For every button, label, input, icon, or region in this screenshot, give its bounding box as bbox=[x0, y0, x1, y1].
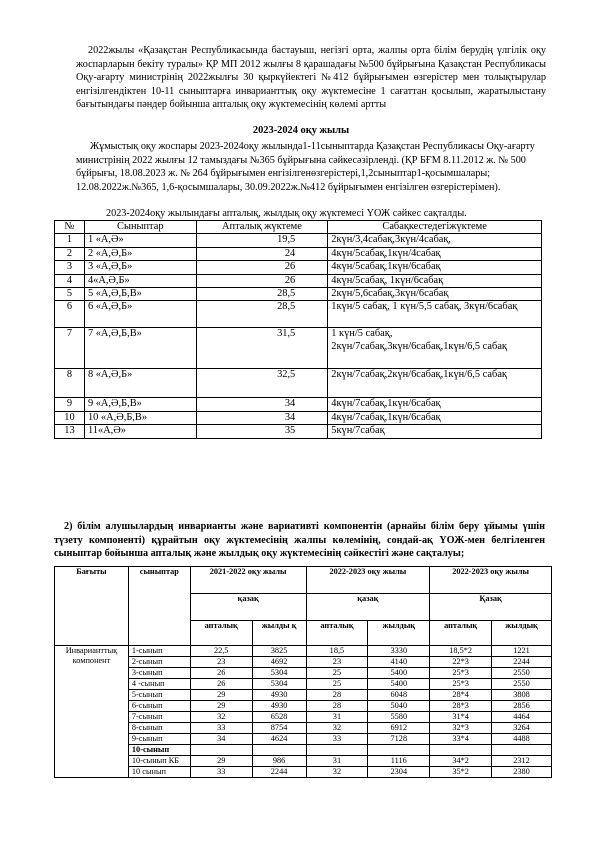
row-schedule: 4күн/7сабақ,1күн/6сабақ bbox=[328, 398, 542, 411]
row-yearly-3: 3264 bbox=[492, 723, 552, 734]
row-yearly-1: 4624 bbox=[252, 734, 306, 745]
row-weekly-2: 31 bbox=[306, 712, 368, 723]
row-weekly: 26 bbox=[196, 274, 328, 287]
row-yearly-2: 5040 bbox=[368, 701, 430, 712]
row-weekly-1: 23 bbox=[190, 657, 252, 668]
row-class: 1 «А,Ә» bbox=[84, 234, 196, 247]
row-num: 10 bbox=[55, 411, 85, 424]
row-class: 3-сынып bbox=[128, 668, 190, 679]
row-class: 4«А,Ә,Б» bbox=[84, 274, 196, 287]
row-weekly-3: 25*3 bbox=[430, 679, 492, 690]
section2-paragraph: 2) білім алушылардың инварианты және вариативті компонентін (арнайы білім беру ұйымы үшін түзету компоненті) құрайтын оқу жүктемесінің жалпы көлемінің, сондай-ақ ҮОЖ-мен белгіленген сыныптар бойынша апталық және жылдық оқу жүктемесінің сәйкестігі және сақталуы; bbox=[54, 521, 545, 560]
row-yearly-1: 4692 bbox=[252, 657, 306, 668]
header-schedule: Сабақкестедегіжүктеме bbox=[328, 221, 542, 234]
row-yearly-3: 3808 bbox=[492, 690, 552, 701]
table-header-row bbox=[55, 221, 542, 234]
row-weekly-1: 29 bbox=[190, 701, 252, 712]
row-weekly-3: 25*3 bbox=[430, 668, 492, 679]
row-yearly-1: 5304 bbox=[252, 668, 306, 679]
row-yearly-3: 2312 bbox=[492, 756, 552, 767]
table-row bbox=[55, 701, 552, 712]
table-row bbox=[55, 712, 552, 723]
row-yearly-2: 1116 bbox=[368, 756, 430, 767]
row-yearly-3: 1221 bbox=[492, 646, 552, 657]
row-yearly-3: 2550 bbox=[492, 679, 552, 690]
row-yearly-3: 4464 bbox=[492, 712, 552, 723]
component-cell: Инварианттық компонент bbox=[55, 646, 129, 778]
header-classes: сыныптар bbox=[128, 567, 190, 646]
row-weekly-2: 28 bbox=[306, 690, 368, 701]
row-weekly: 28,5 bbox=[196, 301, 328, 328]
table-row bbox=[55, 411, 542, 424]
header-language-2: қазақ bbox=[306, 594, 430, 621]
row-yearly-1: 4930 bbox=[252, 690, 306, 701]
row-schedule: 1 күн/5 сабақ, 2күн/7сабақ,3күн/6сабақ,1күн/6,5 сабақ bbox=[328, 328, 542, 369]
table1-caption: 2023-2024оқу жылындағы апталық, жылдық оқу жүктемесі ҮОЖ сәйкес сақталды. bbox=[106, 208, 467, 219]
table-row bbox=[55, 723, 552, 734]
row-weekly-3: 35*2 bbox=[430, 767, 492, 778]
row-yearly-2: 5580 bbox=[368, 712, 430, 723]
header-weekly-1: апталық bbox=[190, 621, 252, 646]
row-num: 6 bbox=[55, 301, 85, 328]
header-num: № bbox=[55, 221, 85, 234]
row-yearly-3: 2244 bbox=[492, 657, 552, 668]
row-class: 7-сынып bbox=[128, 712, 190, 723]
row-weekly-3: 28*3 bbox=[430, 701, 492, 712]
row-weekly-2: 32 bbox=[306, 723, 368, 734]
row-weekly-1: 26 bbox=[190, 668, 252, 679]
table-row bbox=[55, 657, 552, 668]
table-row bbox=[55, 756, 552, 767]
row-weekly-3: 32*3 bbox=[430, 723, 492, 734]
header-year-1: 2021-2022 оқу жылы bbox=[190, 567, 306, 594]
row-weekly-2: 25 bbox=[306, 679, 368, 690]
row-yearly-2: 6912 bbox=[368, 723, 430, 734]
row-weekly-1: 22,5 bbox=[190, 646, 252, 657]
table-row bbox=[55, 646, 552, 657]
row-weekly-2: 28 bbox=[306, 701, 368, 712]
row-yearly-1: 5304 bbox=[252, 679, 306, 690]
row-weekly: 19,5 bbox=[196, 234, 328, 247]
row-class: 5 «А,Ә,Б,В» bbox=[84, 288, 196, 301]
row-class: 4 -сынып bbox=[128, 679, 190, 690]
row-weekly-2: 23 bbox=[306, 657, 368, 668]
table-row bbox=[55, 668, 552, 679]
row-weekly: 32,5 bbox=[196, 369, 328, 398]
weekly-load-table bbox=[54, 220, 542, 439]
row-yearly-1: 3825 bbox=[252, 646, 306, 657]
row-class: 10-сынып bbox=[128, 745, 190, 756]
header-language-1: қазақ bbox=[190, 594, 306, 621]
row-schedule: 2күн/3,4сабақ,3күн/4сабақ, bbox=[328, 234, 542, 247]
row-weekly-3: 34*2 bbox=[430, 756, 492, 767]
row-weekly-3: 18,5*2 bbox=[430, 646, 492, 657]
row-num: 3 bbox=[55, 261, 85, 274]
row-weekly-1: 32 bbox=[190, 712, 252, 723]
row-weekly-3: 28*4 bbox=[430, 690, 492, 701]
table-row bbox=[55, 767, 552, 778]
table-row bbox=[55, 734, 552, 745]
row-yearly-1: 8754 bbox=[252, 723, 306, 734]
row-num: 4 bbox=[55, 274, 85, 287]
row-weekly-3: 33*4 bbox=[430, 734, 492, 745]
row-yearly-3 bbox=[492, 745, 552, 756]
row-yearly-2: 4140 bbox=[368, 657, 430, 668]
row-yearly-2 bbox=[368, 745, 430, 756]
row-class: 8 «А,Ә,Б» bbox=[84, 369, 196, 398]
table-row bbox=[55, 679, 552, 690]
row-weekly: 34 bbox=[196, 411, 328, 424]
row-weekly-2: 32 bbox=[306, 767, 368, 778]
row-num: 2 bbox=[55, 247, 85, 260]
row-yearly-3: 2856 bbox=[492, 701, 552, 712]
header-weekly-2: апталық bbox=[306, 621, 368, 646]
row-weekly-2: 18,5 bbox=[306, 646, 368, 657]
header-direction: Бағыты bbox=[55, 567, 129, 646]
row-class: 10 сынып bbox=[128, 767, 190, 778]
header-year-2: 2022-2023 оқу жылы bbox=[306, 567, 430, 594]
row-num: 8 bbox=[55, 369, 85, 398]
row-yearly-1: 2244 bbox=[252, 767, 306, 778]
row-class: 8-сынып bbox=[128, 723, 190, 734]
row-yearly-3: 2380 bbox=[492, 767, 552, 778]
row-yearly-3: 2550 bbox=[492, 668, 552, 679]
row-weekly-2: 31 bbox=[306, 756, 368, 767]
table-row bbox=[55, 328, 542, 369]
row-num: 1 bbox=[55, 234, 85, 247]
table-row bbox=[55, 369, 542, 398]
table-row bbox=[55, 398, 542, 411]
row-schedule: 4күн/5сабақ, 1күн/6сабақ bbox=[328, 274, 542, 287]
row-weekly: 34 bbox=[196, 398, 328, 411]
row-weekly: 31,5 bbox=[196, 328, 328, 369]
row-yearly-2: 6048 bbox=[368, 690, 430, 701]
row-weekly: 35 bbox=[196, 425, 328, 438]
year-heading: 2023-2024 оқу жылы bbox=[252, 125, 350, 136]
row-class: 9 «А,Ә,Б,В» bbox=[84, 398, 196, 411]
row-schedule: 4күн/5сабақ,1күн/6сабақ bbox=[328, 261, 542, 274]
plan-paragraph: Жұмыстық оқу жоспары 2023-2024оқу жылында1-11сыныптарда Қазақстан Республикасы Оқу-ағарту министрінің 2022 жылғы 12 тамыздағы №365 бұйрығына сәйкесәзірленді. (ҚР БҒМ 8.11.2012 ж. № 500 бұйрығы, 18.08.2023 ж. № 264 бұйрығымен енгізілгенөзгерістері,1,2сыныптар1-қосымшалары; 12.08.2022ж.№365, 1,6-қосымшалары, 30.09.2022ж.№412 бұйрығымен енгізілген өзгерістерімен). bbox=[76, 141, 535, 193]
row-num: 13 bbox=[55, 425, 85, 438]
table-row bbox=[55, 234, 542, 247]
row-weekly-1 bbox=[190, 745, 252, 756]
row-class: 11«А,Ә» bbox=[84, 425, 196, 438]
row-weekly: 28,5 bbox=[196, 288, 328, 301]
row-yearly-2: 5400 bbox=[368, 679, 430, 690]
intro-paragraph: 2022жылы «Қазақстан Республикасында бастауыш, негізгі орта, жалпы орта білім берудің үлгілік оқу жоспарларын бекіту туралы» ҚР МП 2012 жылғы 8 қарашадағы №500 бұйрығына Қазақстан Республикасы Оқу-ағарту министрінің 2022жылғы 30 қыркүйектегі №412 бұйрығымен өзгерістер мен толықтырулар енгізілгендіктен 10-11 сыныптарға инварианттық оқу жүктемесіне 1 сағаттан қосылып, жаратылыстану бағытындағы пәндер бойынша апталық оқу жүктемесінің көлемі артты bbox=[76, 45, 546, 111]
table-row bbox=[55, 274, 542, 287]
row-weekly-1: 26 bbox=[190, 679, 252, 690]
header-yearly-2: жылдық bbox=[368, 621, 430, 646]
row-weekly-1: 34 bbox=[190, 734, 252, 745]
header-language-3: Қазақ bbox=[430, 594, 552, 621]
row-weekly: 26 bbox=[196, 261, 328, 274]
row-weekly-2: 33 bbox=[306, 734, 368, 745]
row-yearly-2: 3330 bbox=[368, 646, 430, 657]
row-weekly-3 bbox=[430, 745, 492, 756]
row-yearly-1: 6528 bbox=[252, 712, 306, 723]
row-class: 9-сынып bbox=[128, 734, 190, 745]
row-num: 7 bbox=[55, 328, 85, 369]
row-yearly-2: 2304 bbox=[368, 767, 430, 778]
row-class: 2-сынып bbox=[128, 657, 190, 668]
row-weekly-1: 33 bbox=[190, 723, 252, 734]
row-weekly-1: 29 bbox=[190, 756, 252, 767]
header-weekly: Апталық жүктеме bbox=[196, 221, 328, 234]
header-weekly-3: апталық bbox=[430, 621, 492, 646]
table-row bbox=[55, 247, 542, 260]
row-weekly-2: 25 bbox=[306, 668, 368, 679]
row-yearly-3: 4488 bbox=[492, 734, 552, 745]
row-yearly-2: 7128 bbox=[368, 734, 430, 745]
table-row bbox=[55, 690, 552, 701]
row-weekly-2 bbox=[306, 745, 368, 756]
table-row bbox=[55, 425, 542, 438]
row-weekly-1: 29 bbox=[190, 690, 252, 701]
row-weekly-3: 22*3 bbox=[430, 657, 492, 668]
row-class: 10 «А,Ә,Б,В» bbox=[84, 411, 196, 424]
table-row bbox=[55, 301, 542, 328]
row-yearly-1: 4930 bbox=[252, 701, 306, 712]
row-class: 10-сынып КБ bbox=[128, 756, 190, 767]
row-yearly-1 bbox=[252, 745, 306, 756]
row-yearly-2: 5400 bbox=[368, 668, 430, 679]
table-row bbox=[55, 745, 552, 756]
header-classes: Сыныптар bbox=[84, 221, 196, 234]
row-schedule: 4күн/5сабақ,1күн/4сабақ bbox=[328, 247, 542, 260]
row-class: 5-сынып bbox=[128, 690, 190, 701]
table-row bbox=[55, 261, 542, 274]
row-weekly: 24 bbox=[196, 247, 328, 260]
row-schedule: 4күн/7сабақ,1күн/6сабақ bbox=[328, 411, 542, 424]
row-class: 2 «А,Ә,Б» bbox=[84, 247, 196, 260]
header-year-3: 2022-2023 оқу жылы bbox=[430, 567, 552, 594]
row-class: 6 «А,Ә,Б» bbox=[84, 301, 196, 328]
row-class: 1-сынып bbox=[128, 646, 190, 657]
row-schedule: 5күн/7сабақ bbox=[328, 425, 542, 438]
row-schedule: 2күн/7сабақ,2күн/6сабақ,1күн/6,5 сабақ bbox=[328, 369, 542, 398]
row-class: 7 «А,Ә,Б,В» bbox=[84, 328, 196, 369]
row-yearly-1: 986 bbox=[252, 756, 306, 767]
header-yearly-1: жылды қ bbox=[252, 621, 306, 646]
row-schedule: 2күн/5,6сабақ,3күн/6сабақ bbox=[328, 288, 542, 301]
table-row bbox=[55, 288, 542, 301]
row-num: 5 bbox=[55, 288, 85, 301]
annual-load-table bbox=[54, 566, 552, 778]
table2-year-row bbox=[55, 567, 552, 594]
row-schedule: 1күн/5 сабақ, 1 күн/5,5 сабақ, 3күн/6сабақ bbox=[328, 301, 542, 328]
header-yearly-3: жылдық bbox=[492, 621, 552, 646]
row-weekly-3: 31*4 bbox=[430, 712, 492, 723]
row-num: 9 bbox=[55, 398, 85, 411]
row-weekly-1: 33 bbox=[190, 767, 252, 778]
row-class: 3 «А,Ә,Б» bbox=[84, 261, 196, 274]
row-class: 6-сынып bbox=[128, 701, 190, 712]
